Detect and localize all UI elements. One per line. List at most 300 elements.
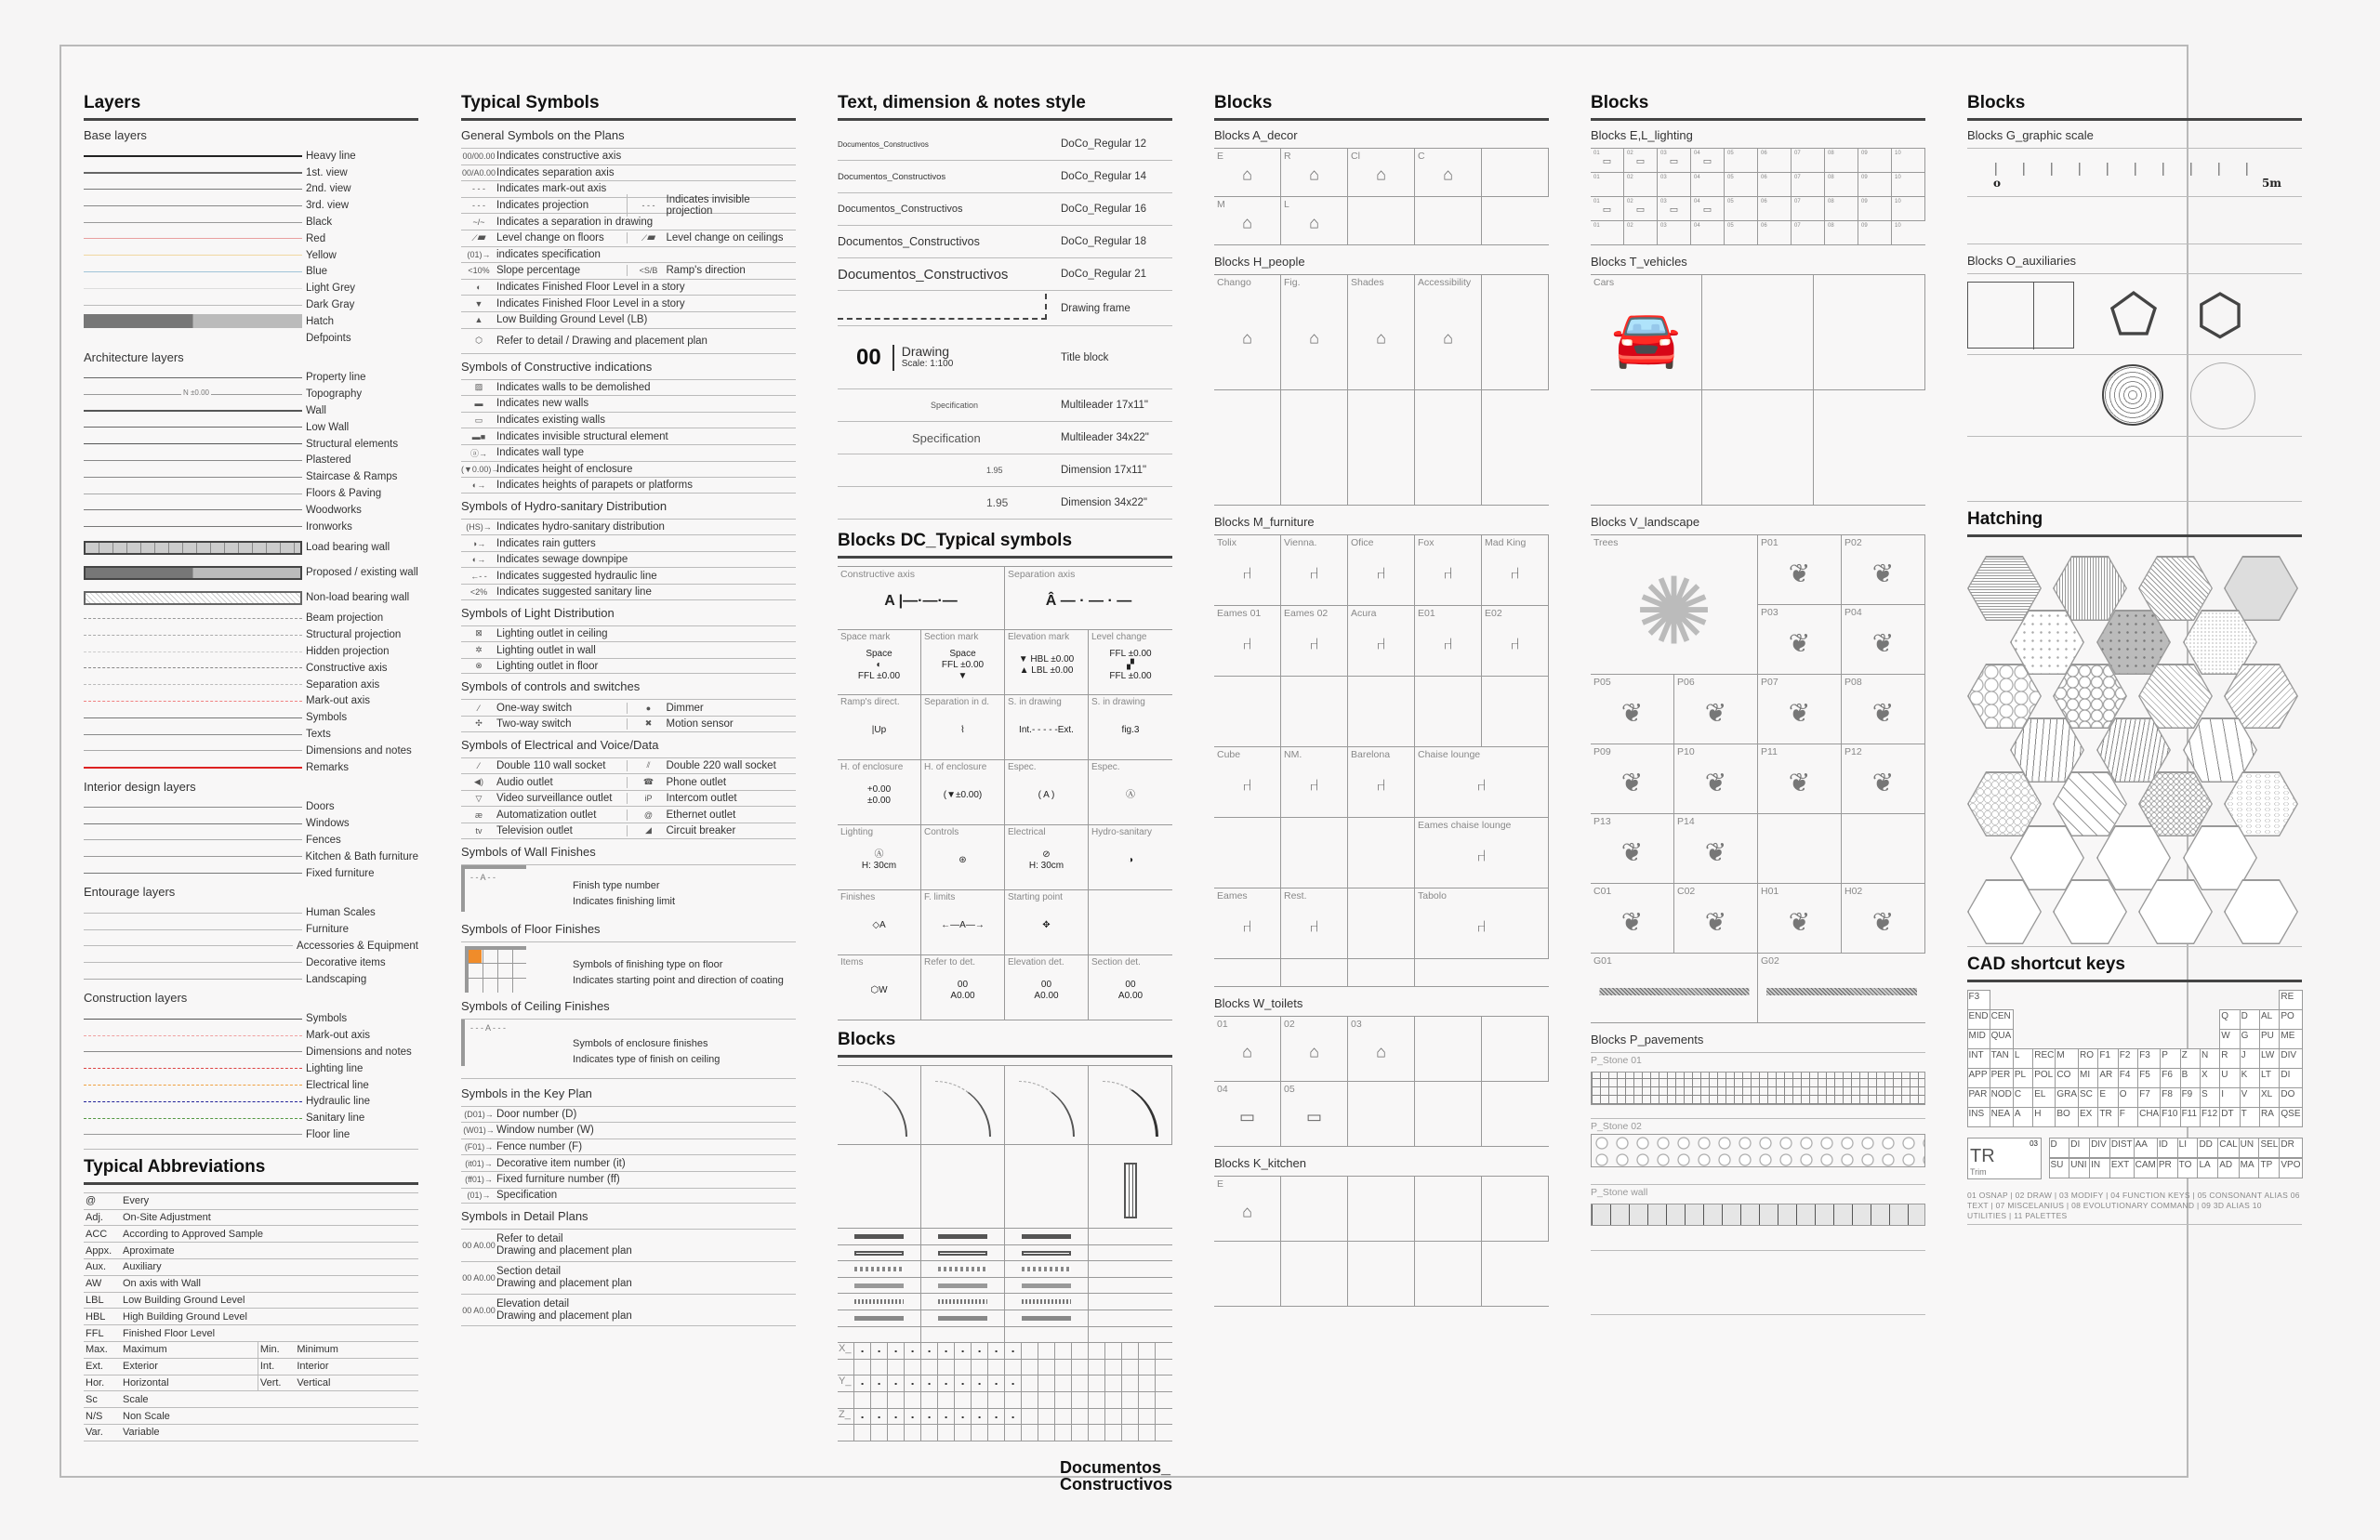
xyz-cell[interactable] bbox=[1022, 1392, 1038, 1409]
plant-cell[interactable] bbox=[1591, 814, 1674, 884]
furniture-cell[interactable] bbox=[1214, 888, 1281, 959]
lighting-cell[interactable]: 06 bbox=[1758, 221, 1792, 245]
dc-symbol-cell[interactable] bbox=[921, 630, 1005, 695]
xyz-cell[interactable] bbox=[1089, 1409, 1105, 1426]
cad-key[interactable]: SEL bbox=[2258, 1138, 2280, 1158]
layer-item[interactable] bbox=[84, 485, 418, 502]
cad-key[interactable]: F bbox=[2118, 1107, 2138, 1127]
furniture-cell[interactable] bbox=[1214, 959, 1281, 987]
cad-key[interactable]: QSE bbox=[2279, 1107, 2302, 1127]
plant-cell[interactable] bbox=[1758, 535, 1842, 605]
xyz-cell[interactable] bbox=[1055, 1343, 1072, 1360]
xyz-cell[interactable] bbox=[1156, 1343, 1172, 1360]
plant-cell[interactable] bbox=[1674, 884, 1758, 954]
xyz-cell[interactable] bbox=[1105, 1343, 1122, 1360]
wall-section-cell[interactable] bbox=[838, 1310, 921, 1327]
dc-symbol-cell[interactable] bbox=[1005, 955, 1089, 1020]
dc-symbol-cell[interactable] bbox=[1089, 955, 1172, 1020]
xyz-cell[interactable] bbox=[871, 1392, 888, 1409]
cad-key[interactable]: BO bbox=[2055, 1107, 2079, 1127]
wall-section-cell[interactable] bbox=[1005, 1327, 1089, 1344]
cad-key[interactable]: P bbox=[2160, 1048, 2180, 1069]
cad-key[interactable]: F7 bbox=[2137, 1087, 2161, 1108]
block-cell[interactable] bbox=[1348, 1177, 1415, 1242]
lighting-cell[interactable]: 08 bbox=[1825, 173, 1858, 197]
layer-item[interactable] bbox=[84, 799, 418, 816]
xyz-cell[interactable] bbox=[888, 1375, 905, 1392]
layer-item[interactable] bbox=[84, 468, 418, 485]
cad-key[interactable]: V bbox=[2240, 1087, 2260, 1108]
cad-key[interactable]: F5 bbox=[2137, 1068, 2161, 1088]
cube-icon[interactable]: ⬡ bbox=[2195, 283, 2245, 346]
xyz-cell[interactable] bbox=[988, 1343, 1005, 1360]
layer-item[interactable] bbox=[84, 938, 418, 954]
lighting-cell[interactable]: 08 bbox=[1825, 221, 1858, 245]
xyz-cell[interactable] bbox=[1139, 1392, 1156, 1409]
xyz-cell[interactable] bbox=[972, 1360, 988, 1376]
block-cell[interactable] bbox=[1348, 1242, 1415, 1307]
layer-item[interactable] bbox=[84, 1060, 418, 1077]
plant-cell[interactable] bbox=[1758, 605, 1842, 675]
lighting-cell[interactable]: 03 bbox=[1658, 221, 1691, 245]
block-cell[interactable] bbox=[1281, 1017, 1348, 1082]
layer-item[interactable] bbox=[84, 230, 418, 247]
xyz-cell[interactable] bbox=[938, 1409, 955, 1426]
block-cell[interactable] bbox=[1214, 197, 1281, 245]
xyz-cell[interactable] bbox=[871, 1360, 888, 1376]
cad-key[interactable]: M bbox=[2055, 1048, 2079, 1069]
plant-cell[interactable] bbox=[1674, 744, 1758, 814]
xyz-label[interactable]: X_ bbox=[838, 1343, 854, 1360]
xyz-cell[interactable] bbox=[921, 1425, 938, 1441]
block-cell[interactable] bbox=[1214, 275, 1281, 390]
furniture-cell[interactable] bbox=[1348, 535, 1415, 606]
vehicle-cell[interactable] bbox=[1814, 390, 1925, 506]
xyz-cell[interactable] bbox=[972, 1375, 988, 1392]
wall-section-cell[interactable] bbox=[921, 1310, 1005, 1327]
lighting-cell[interactable]: 04 ▭ bbox=[1691, 149, 1725, 173]
layer-item[interactable] bbox=[84, 436, 418, 453]
dc-symbol-cell[interactable] bbox=[921, 695, 1005, 760]
layer-item[interactable] bbox=[84, 1093, 418, 1110]
window-block-1[interactable] bbox=[838, 1145, 921, 1229]
xyz-cell[interactable] bbox=[1122, 1360, 1139, 1376]
cad-key[interactable]: AD bbox=[2217, 1158, 2239, 1178]
layer-item[interactable] bbox=[84, 904, 418, 921]
wall-section-cell[interactable] bbox=[1089, 1310, 1172, 1327]
xyz-cell[interactable] bbox=[1156, 1392, 1172, 1409]
furniture-cell[interactable] bbox=[1348, 677, 1415, 747]
xyz-cell[interactable] bbox=[1105, 1360, 1122, 1376]
pavement-item[interactable] bbox=[1591, 1052, 1925, 1118]
block-cell[interactable] bbox=[1348, 275, 1415, 390]
lighting-cell[interactable]: 02 ▭ bbox=[1624, 149, 1658, 173]
xyz-cell[interactable] bbox=[1105, 1409, 1122, 1426]
layer-item[interactable] bbox=[84, 560, 418, 586]
cad-key[interactable]: ID bbox=[2157, 1138, 2178, 1158]
cad-key[interactable]: DO bbox=[2279, 1087, 2302, 1108]
xyz-cell[interactable] bbox=[1139, 1375, 1156, 1392]
vehicle-cell[interactable] bbox=[1702, 275, 1814, 390]
lighting-cell[interactable]: 10 bbox=[1892, 197, 1925, 221]
cad-key[interactable]: F12 bbox=[2200, 1107, 2220, 1127]
cad-key[interactable]: F6 bbox=[2160, 1068, 2180, 1088]
cad-key[interactable]: MI bbox=[2078, 1068, 2098, 1088]
cad-key[interactable]: NEA bbox=[1990, 1107, 2014, 1127]
furniture-cell[interactable] bbox=[1348, 818, 1415, 888]
door-block-1[interactable] bbox=[838, 1066, 921, 1145]
cad-key[interactable]: TO bbox=[2177, 1158, 2199, 1178]
dc-symbol-cell[interactable] bbox=[921, 955, 1005, 1020]
xyz-cell[interactable] bbox=[1089, 1425, 1105, 1441]
block-cell[interactable] bbox=[1281, 390, 1348, 506]
dc-symbol-cell[interactable] bbox=[921, 760, 1005, 825]
cad-key[interactable]: D bbox=[2240, 1009, 2260, 1030]
cad-key[interactable]: G bbox=[2240, 1029, 2260, 1049]
toilet-accessory-cell[interactable] bbox=[1415, 1082, 1482, 1147]
xyz-cell[interactable] bbox=[1072, 1425, 1089, 1441]
furniture-cell[interactable] bbox=[1281, 818, 1348, 888]
xyz-cell[interactable] bbox=[1072, 1343, 1089, 1360]
xyz-cell[interactable] bbox=[838, 1392, 854, 1409]
cad-key[interactable]: DI bbox=[2069, 1138, 2090, 1158]
cad-key[interactable]: F9 bbox=[2180, 1087, 2201, 1108]
toilet-cell[interactable] bbox=[1281, 1082, 1348, 1147]
cad-key[interactable]: VPO bbox=[2279, 1158, 2302, 1178]
layer-item[interactable] bbox=[84, 743, 418, 759]
xyz-cell[interactable] bbox=[888, 1392, 905, 1409]
xyz-cell[interactable] bbox=[854, 1375, 871, 1392]
block-cell[interactable] bbox=[1281, 1242, 1348, 1307]
xyz-cell[interactable] bbox=[1156, 1425, 1172, 1441]
text-style-row[interactable] bbox=[838, 161, 1172, 193]
cad-key[interactable]: REC bbox=[2032, 1048, 2056, 1069]
lighting-cell[interactable]: 10 bbox=[1892, 149, 1925, 173]
dc-symbol-cell[interactable] bbox=[838, 955, 921, 1020]
pavement-item[interactable] bbox=[1591, 1118, 1925, 1184]
plant-cell[interactable] bbox=[1842, 605, 1925, 675]
xyz-cell[interactable] bbox=[972, 1343, 988, 1360]
cad-key[interactable]: AA bbox=[2134, 1138, 2158, 1158]
cad-key[interactable]: U bbox=[2219, 1068, 2240, 1088]
layer-item[interactable] bbox=[84, 1077, 418, 1094]
block-cell[interactable] bbox=[1482, 1177, 1549, 1242]
cad-key[interactable]: C bbox=[2013, 1087, 2033, 1108]
layer-item[interactable] bbox=[84, 419, 418, 436]
furniture-cell[interactable] bbox=[1348, 747, 1415, 818]
cad-key[interactable]: CO bbox=[2055, 1068, 2079, 1088]
xyz-cell[interactable] bbox=[1022, 1360, 1038, 1376]
lighting-cell[interactable]: 07 bbox=[1792, 197, 1825, 221]
wall-section-cell[interactable] bbox=[921, 1261, 1005, 1278]
cad-key[interactable]: E bbox=[2097, 1087, 2118, 1108]
vehicle-cell[interactable] bbox=[1814, 275, 1925, 390]
dc-symbol-cell[interactable] bbox=[1005, 695, 1089, 760]
block-cell[interactable] bbox=[1415, 275, 1482, 390]
golden-ratio-icon[interactable] bbox=[1967, 282, 2074, 349]
ergonomics-icon[interactable] bbox=[2190, 362, 2255, 429]
lighting-cell[interactable]: 01 ▭ bbox=[1591, 197, 1624, 221]
cad-key[interactable]: INS bbox=[1967, 1107, 1990, 1127]
xyz-cell[interactable] bbox=[972, 1409, 988, 1426]
lighting-cell[interactable]: 09 bbox=[1858, 197, 1892, 221]
xyz-cell[interactable] bbox=[854, 1392, 871, 1409]
block-cell[interactable] bbox=[1348, 149, 1415, 197]
cad-key[interactable]: F11 bbox=[2180, 1107, 2201, 1127]
cad-key[interactable]: QUA bbox=[1990, 1029, 2014, 1049]
cad-key[interactable]: MA bbox=[2239, 1158, 2260, 1178]
xyz-cell[interactable] bbox=[1005, 1392, 1022, 1409]
xyz-cell[interactable] bbox=[1038, 1360, 1055, 1376]
dc-symbol-cell[interactable] bbox=[838, 630, 921, 695]
block-cell[interactable] bbox=[1482, 1017, 1549, 1082]
layer-item[interactable] bbox=[84, 643, 418, 660]
cad-key[interactable]: END bbox=[1967, 1009, 1990, 1030]
wall-section-cell[interactable] bbox=[838, 1294, 921, 1310]
graphic-scale[interactable] bbox=[1967, 148, 2302, 197]
wall-section-cell[interactable] bbox=[1089, 1229, 1172, 1245]
cad-key[interactable]: F4 bbox=[2118, 1068, 2138, 1088]
cad-key[interactable]: XL bbox=[2259, 1087, 2280, 1108]
dc-symbol-cell[interactable] bbox=[838, 890, 921, 955]
wall-section-cell[interactable] bbox=[838, 1229, 921, 1245]
wall-section-cell[interactable] bbox=[921, 1327, 1005, 1344]
xyz-cell[interactable] bbox=[1055, 1409, 1072, 1426]
xyz-cell[interactable] bbox=[1089, 1375, 1105, 1392]
xyz-cell[interactable] bbox=[871, 1425, 888, 1441]
block-cell[interactable] bbox=[1281, 197, 1348, 245]
xyz-cell[interactable] bbox=[1122, 1392, 1139, 1409]
layer-item[interactable] bbox=[84, 165, 418, 181]
layer-item[interactable] bbox=[84, 280, 418, 296]
xyz-cell[interactable] bbox=[838, 1360, 854, 1376]
layer-item[interactable] bbox=[84, 1010, 418, 1027]
cad-key[interactable]: Q bbox=[2219, 1009, 2240, 1030]
wall-section-cell[interactable] bbox=[921, 1278, 1005, 1295]
xyz-cell[interactable] bbox=[1005, 1360, 1022, 1376]
layer-item[interactable] bbox=[84, 502, 418, 519]
plant-cell[interactable] bbox=[1674, 814, 1758, 884]
xyz-cell[interactable] bbox=[938, 1392, 955, 1409]
layer-item[interactable] bbox=[84, 386, 418, 402]
lighting-cell[interactable]: 03 bbox=[1658, 173, 1691, 197]
lighting-cell[interactable]: 05 bbox=[1725, 197, 1758, 221]
layer-item[interactable] bbox=[84, 726, 418, 743]
cad-key[interactable]: S bbox=[2200, 1087, 2220, 1108]
multileader-row[interactable] bbox=[838, 389, 1172, 422]
text-style-row[interactable] bbox=[838, 258, 1172, 291]
xyz-cell[interactable] bbox=[854, 1360, 871, 1376]
xyz-cell[interactable] bbox=[871, 1375, 888, 1392]
layer-item[interactable] bbox=[84, 1110, 418, 1126]
xyz-cell[interactable] bbox=[955, 1375, 972, 1392]
cad-key[interactable]: K bbox=[2240, 1068, 2260, 1088]
xyz-cell[interactable] bbox=[1022, 1375, 1038, 1392]
xyz-cell[interactable] bbox=[1038, 1392, 1055, 1409]
cad-key[interactable]: F1 bbox=[2097, 1048, 2118, 1069]
xyz-label[interactable]: Z_ bbox=[838, 1409, 854, 1426]
cad-key[interactable]: A bbox=[2013, 1107, 2033, 1127]
wall-section-cell[interactable] bbox=[921, 1245, 1005, 1262]
lighting-cell[interactable]: 07 bbox=[1792, 173, 1825, 197]
cad-key[interactable]: LW bbox=[2259, 1048, 2280, 1069]
layer-item[interactable] bbox=[84, 453, 418, 469]
lighting-cell[interactable]: 07 bbox=[1792, 149, 1825, 173]
cad-key[interactable]: N bbox=[2200, 1048, 2220, 1069]
xyz-cell[interactable] bbox=[955, 1409, 972, 1426]
xyz-cell[interactable] bbox=[1005, 1375, 1022, 1392]
layer-item[interactable] bbox=[84, 586, 418, 611]
xyz-cell[interactable] bbox=[921, 1343, 938, 1360]
xyz-cell[interactable] bbox=[1055, 1360, 1072, 1376]
cad-key[interactable]: F3 bbox=[2137, 1048, 2161, 1069]
wall-section-cell[interactable] bbox=[838, 1278, 921, 1295]
layer-item[interactable] bbox=[84, 921, 418, 938]
layer-item[interactable] bbox=[84, 611, 418, 627]
wall-section-cell[interactable] bbox=[838, 1327, 921, 1344]
cad-key[interactable]: F3 bbox=[1967, 990, 1990, 1010]
layer-item[interactable] bbox=[84, 971, 418, 988]
layer-item[interactable] bbox=[84, 519, 418, 535]
xyz-cell[interactable] bbox=[1005, 1409, 1022, 1426]
layer-item[interactable] bbox=[84, 181, 418, 198]
cad-key[interactable]: EXT bbox=[2109, 1158, 2135, 1178]
lighting-cell[interactable]: 06 bbox=[1758, 149, 1792, 173]
xyz-cell[interactable] bbox=[921, 1375, 938, 1392]
furniture-cell[interactable] bbox=[1214, 535, 1281, 606]
xyz-cell[interactable] bbox=[1156, 1375, 1172, 1392]
lighting-cell[interactable]: 02 bbox=[1624, 173, 1658, 197]
plant-cell[interactable] bbox=[1591, 744, 1674, 814]
lighting-cell[interactable]: 08 bbox=[1825, 149, 1858, 173]
block-cell[interactable] bbox=[1415, 1177, 1482, 1242]
plant-cell[interactable] bbox=[1842, 884, 1925, 954]
furniture-cell[interactable] bbox=[1281, 606, 1348, 677]
wall-section-cell[interactable] bbox=[1089, 1327, 1172, 1344]
cad-key[interactable]: D bbox=[2049, 1138, 2070, 1158]
furniture-cell[interactable] bbox=[1415, 747, 1549, 818]
cad-key[interactable]: GRA bbox=[2055, 1087, 2079, 1108]
dc-symbol-cell[interactable] bbox=[838, 695, 921, 760]
block-cell[interactable] bbox=[1281, 275, 1348, 390]
xyz-cell[interactable] bbox=[1038, 1343, 1055, 1360]
xyz-cell[interactable] bbox=[1038, 1409, 1055, 1426]
xyz-cell[interactable] bbox=[888, 1360, 905, 1376]
wall-section-cell[interactable] bbox=[1005, 1278, 1089, 1295]
dc-symbol-cell[interactable] bbox=[1005, 890, 1089, 955]
layer-item[interactable] bbox=[84, 865, 418, 882]
door-block-3[interactable] bbox=[1005, 1066, 1089, 1145]
xyz-cell[interactable] bbox=[905, 1343, 921, 1360]
cad-key[interactable]: PL bbox=[2013, 1068, 2033, 1088]
block-cell[interactable] bbox=[1214, 1242, 1281, 1307]
cad-key[interactable]: PER bbox=[1990, 1068, 2014, 1088]
xyz-cell[interactable] bbox=[1156, 1360, 1172, 1376]
xyz-cell[interactable] bbox=[888, 1425, 905, 1441]
cad-key[interactable]: H bbox=[2032, 1107, 2056, 1127]
dimension-row[interactable] bbox=[838, 487, 1172, 520]
block-cell[interactable] bbox=[1348, 390, 1415, 506]
cad-key[interactable]: DIV bbox=[2089, 1138, 2110, 1158]
cad-key[interactable]: DD bbox=[2197, 1138, 2218, 1158]
dc-symbol-cell[interactable] bbox=[1005, 825, 1089, 890]
xyz-cell[interactable] bbox=[1072, 1409, 1089, 1426]
xyz-cell[interactable] bbox=[955, 1392, 972, 1409]
cad-key[interactable]: SC bbox=[2078, 1087, 2098, 1108]
cad-key[interactable]: LA bbox=[2197, 1158, 2218, 1178]
toilet-cell[interactable] bbox=[1214, 1082, 1281, 1147]
block-cell[interactable] bbox=[1415, 1017, 1482, 1082]
cad-key[interactable]: AR bbox=[2097, 1068, 2118, 1088]
xyz-cell[interactable] bbox=[1072, 1392, 1089, 1409]
lighting-cell[interactable]: 08 bbox=[1825, 197, 1858, 221]
xyz-cell[interactable] bbox=[1072, 1375, 1089, 1392]
cad-key[interactable]: I bbox=[2219, 1087, 2240, 1108]
cad-key[interactable]: DI bbox=[2279, 1068, 2302, 1088]
lighting-cell[interactable]: 01 bbox=[1591, 221, 1624, 245]
dc-top-cell[interactable] bbox=[1005, 567, 1172, 630]
dc-symbol-cell[interactable] bbox=[921, 825, 1005, 890]
xyz-cell[interactable] bbox=[905, 1360, 921, 1376]
xyz-cell[interactable] bbox=[955, 1425, 972, 1441]
door-block-2[interactable] bbox=[921, 1066, 1005, 1145]
layer-item[interactable] bbox=[84, 693, 418, 710]
wall-section-cell[interactable] bbox=[921, 1294, 1005, 1310]
plant-cell[interactable] bbox=[1758, 744, 1842, 814]
dc-symbol-cell[interactable] bbox=[838, 825, 921, 890]
layer-item[interactable] bbox=[84, 709, 418, 726]
cad-key[interactable]: DIV bbox=[2279, 1048, 2302, 1069]
xyz-cell[interactable] bbox=[1089, 1392, 1105, 1409]
cad-key[interactable]: UN bbox=[2239, 1138, 2260, 1158]
lighting-cell[interactable]: 02 bbox=[1624, 221, 1658, 245]
xyz-cell[interactable] bbox=[1022, 1425, 1038, 1441]
lighting-cell[interactable]: 09 bbox=[1858, 221, 1892, 245]
dc-symbol-cell[interactable] bbox=[1089, 890, 1172, 955]
xyz-cell[interactable] bbox=[1105, 1375, 1122, 1392]
xyz-cell[interactable] bbox=[955, 1360, 972, 1376]
layer-item[interactable] bbox=[84, 815, 418, 832]
block-cell[interactable] bbox=[1214, 390, 1281, 506]
xyz-cell[interactable] bbox=[938, 1425, 955, 1441]
layer-item[interactable] bbox=[84, 832, 418, 849]
window-block-3[interactable] bbox=[1005, 1145, 1089, 1229]
wall-section-cell[interactable] bbox=[1005, 1245, 1089, 1262]
pavement-item[interactable] bbox=[1591, 1184, 1925, 1250]
plant-cell[interactable] bbox=[1591, 535, 1758, 675]
block-cell[interactable] bbox=[1281, 149, 1348, 197]
xyz-cell[interactable] bbox=[921, 1360, 938, 1376]
vehicle-cell[interactable] bbox=[1702, 390, 1814, 506]
lighting-cell[interactable]: 09 bbox=[1858, 149, 1892, 173]
furniture-cell[interactable] bbox=[1348, 606, 1415, 677]
block-cell[interactable] bbox=[1214, 149, 1281, 197]
xyz-cell[interactable] bbox=[1122, 1425, 1139, 1441]
dc-symbol-cell[interactable] bbox=[1089, 695, 1172, 760]
cad-key[interactable]: POL bbox=[2032, 1068, 2056, 1088]
cad-key[interactable]: PO bbox=[2279, 1009, 2302, 1030]
cad-key[interactable]: CEN bbox=[1990, 1009, 2014, 1030]
furniture-cell[interactable] bbox=[1214, 818, 1281, 888]
cad-key[interactable]: TR bbox=[2097, 1107, 2118, 1127]
cad-key[interactable]: L bbox=[2013, 1048, 2033, 1069]
cad-key[interactable]: PR bbox=[2157, 1158, 2178, 1178]
lighting-cell[interactable]: 10 bbox=[1892, 173, 1925, 197]
block-cell[interactable] bbox=[1482, 149, 1549, 197]
xyz-cell[interactable] bbox=[905, 1392, 921, 1409]
block-cell[interactable] bbox=[1281, 1177, 1348, 1242]
text-style-row[interactable] bbox=[838, 193, 1172, 226]
